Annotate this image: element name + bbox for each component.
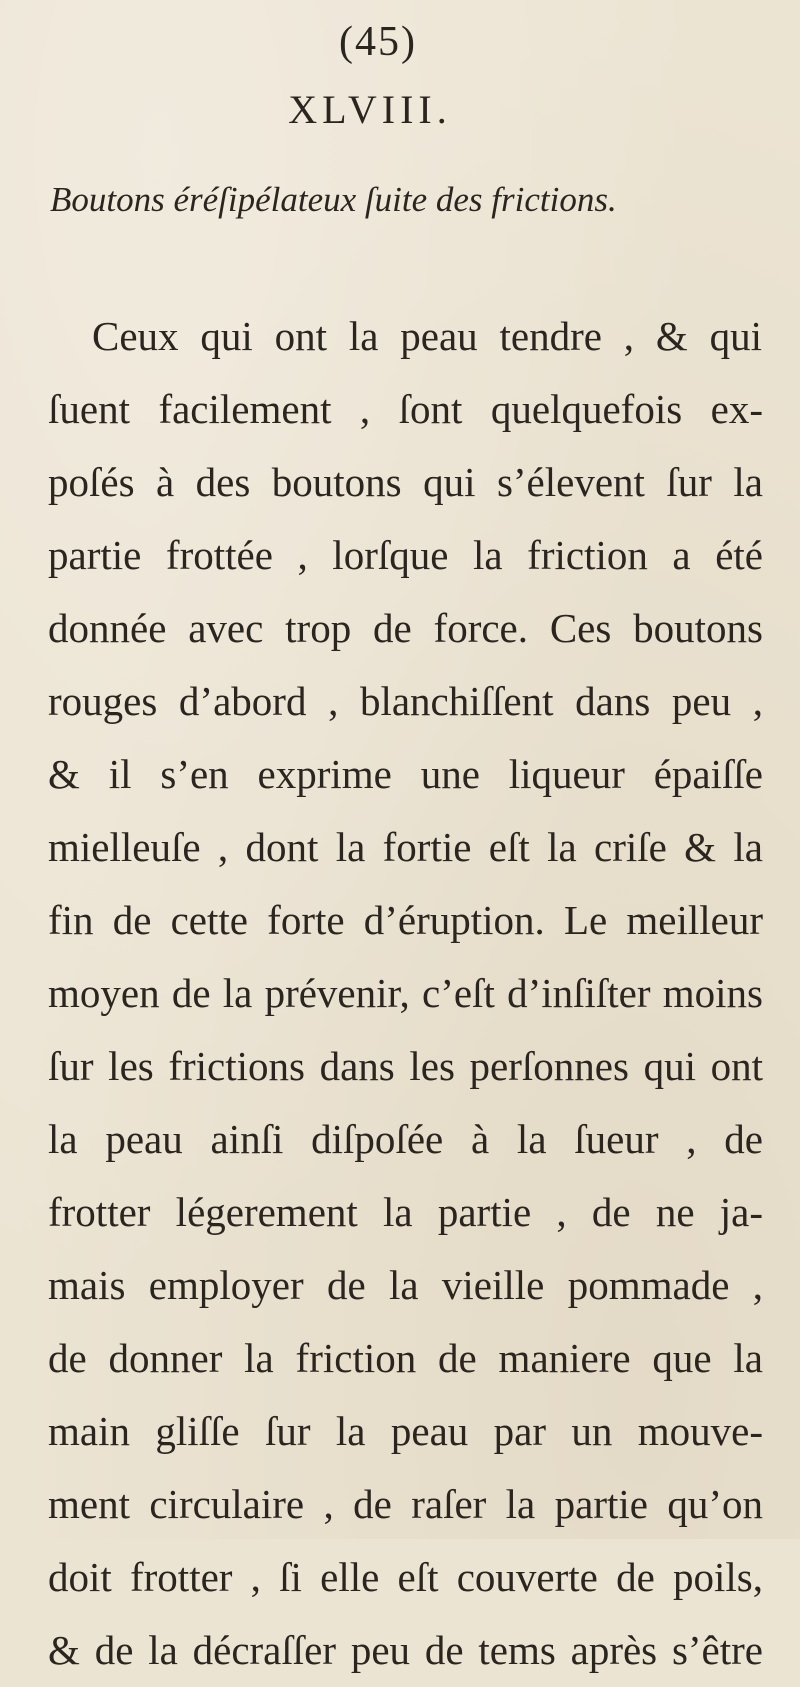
text-line: rouges d’abord , blanchiſſent dans peu , xyxy=(48,678,763,724)
text-line: mielleuſe , dont la fortie eſt la criſe & la xyxy=(48,824,763,870)
text-line: & de la décraſſer peu de tems après s’être xyxy=(48,1627,763,1673)
text-line: fin de cette forte d’éruption. Le meilleur xyxy=(48,897,763,943)
text-line: frotter légerement la partie , de ne ja- xyxy=(48,1189,763,1235)
body-text xyxy=(48,300,768,1687)
text-line: doit frotter , ſi elle eſt couverte de poils, xyxy=(48,1554,763,1600)
page-number: (45) xyxy=(339,19,417,65)
chapter-number: XLVIII. xyxy=(288,87,452,132)
text-line: partie frottée , lorſque la friction a été xyxy=(48,532,763,578)
text-line: ſuent facilement , ſont quelquefois ex- xyxy=(48,386,763,432)
text-line: Ceux qui ont la peau tendre , & qui xyxy=(92,313,762,359)
section-heading: Boutons éréſipélateux ſuite des frictions. xyxy=(50,180,617,219)
text-line: ſur les frictions dans les perſonnes qui ont xyxy=(48,1043,763,1089)
text-line: main gliſſe ſur la peau par un mouve- xyxy=(48,1408,763,1454)
text-line: mais employer de la vieille pommade , xyxy=(48,1262,763,1308)
text-line: poſés à des boutons qui s’élevent ſur la xyxy=(48,459,763,505)
text-line: la peau ainſi diſpoſée à la ſueur , de xyxy=(48,1116,763,1162)
text-line: moyen de la prévenir, c’eſt d’inſiſter moins xyxy=(48,970,763,1016)
text-line: & il s’en exprime une liqueur épaiſſe xyxy=(48,751,763,797)
text-line: donnée avec trop de force. Ces boutons xyxy=(48,605,763,651)
text-line: ment circulaire , de raſer la partie qu’on xyxy=(48,1481,763,1527)
text-line: de donner la friction de maniere que la xyxy=(48,1335,763,1381)
